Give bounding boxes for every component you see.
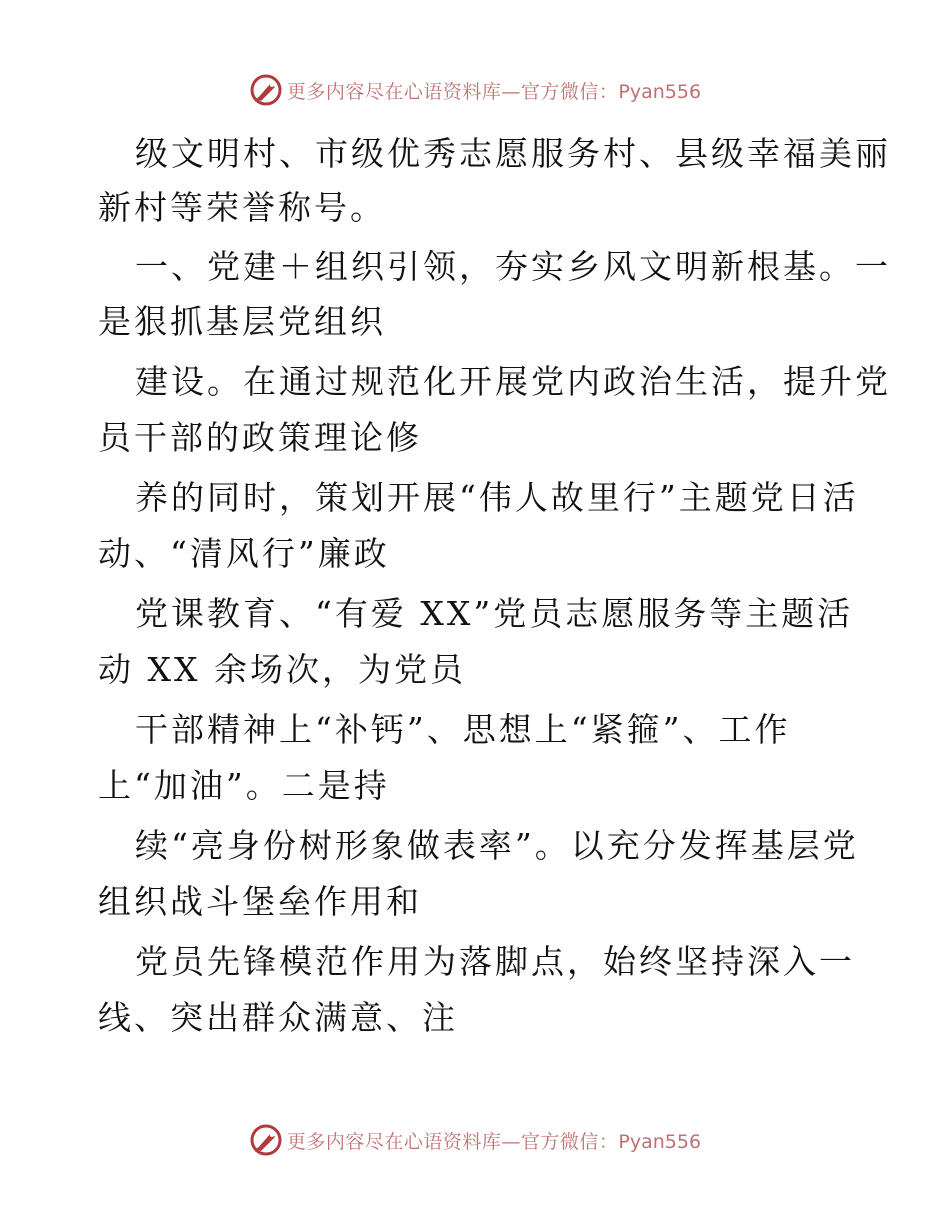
body-line: 员干部的政策理论修 (98, 418, 422, 457)
footer-watermark (0, 1120, 950, 1160)
body-line: 动、“清风行”廉政 (98, 534, 390, 573)
watermark-text: 更多内容尽在心语资料库—官方微信：Pyan556 (286, 1130, 702, 1153)
header-watermark (0, 70, 950, 110)
body-line: 建设。在通过规范化开展党内政治生活，提升党 (135, 362, 891, 401)
body-line: 一、党建＋组织引领，夯实乡风文明新根基。一 (135, 247, 891, 286)
pen-nib-logo-icon (249, 1123, 283, 1157)
watermark-wechat-id: Pyan556 (618, 80, 702, 103)
body-line: 党员先锋模范作用为落脚点，始终坚持深入一 (135, 942, 855, 981)
watermark-wechat-id: Pyan556 (618, 1130, 702, 1153)
body-line: 线、突出群众满意、注 (98, 998, 458, 1037)
body-line: 是狠抓基层党组织 (98, 302, 386, 341)
body-line: 组织战斗堡垒作用和 (98, 882, 422, 921)
body-line: 动 XX 余场次，为党员 (98, 650, 466, 689)
body-line: 干部精神上“补钙”、思想上“紧箍”、工作 (135, 710, 791, 749)
body-line: 党课教育、“有爱 XX”党员志愿服务等主题活 (135, 594, 854, 633)
body-line: 新村等荣誉称号。 (98, 188, 386, 227)
body-line: 上“加油”。二是持 (98, 766, 390, 805)
body-line: 养的同时，策划开展“伟人故里行”主题党日活 (135, 478, 859, 517)
body-line: 级文明村、市级优秀志愿服务村、县级幸福美丽 (135, 134, 891, 173)
watermark-text: 更多内容尽在心语资料库—官方微信：Pyan556 (286, 80, 702, 103)
pen-nib-logo-icon (249, 73, 283, 107)
body-line: 续“亮身份树形象做表率”。以充分发挥基层党 (135, 826, 859, 865)
